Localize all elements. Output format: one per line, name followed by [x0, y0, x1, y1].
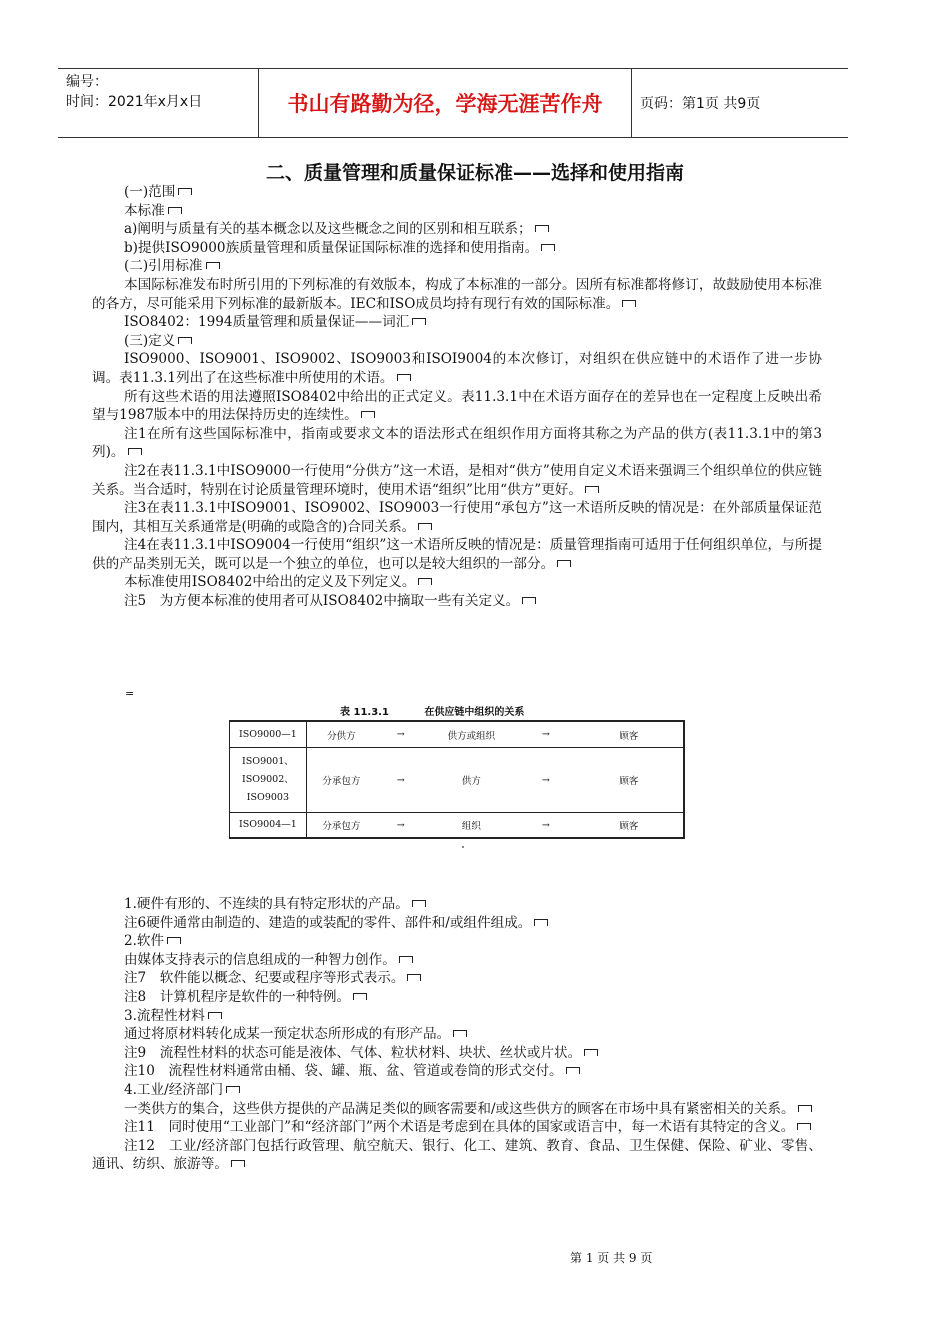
standard-line: ISO9004—1: [239, 819, 297, 830]
paragraph-mark-icon: [353, 993, 367, 1000]
role-cell: 分承包方: [306, 748, 376, 813]
document-title: 二、质量管理和质量保证标准——选择和使用指南: [265, 162, 684, 184]
paragraph-mark-icon: [557, 560, 571, 567]
standard-cell: [230, 748, 307, 813]
paragraph: [92, 183, 822, 202]
paragraph: [92, 932, 822, 951]
paragraph-mark-icon: [226, 1086, 240, 1093]
role-cell: 供方: [426, 748, 517, 813]
role-cell: 组织: [426, 813, 517, 839]
paragraph: [92, 332, 822, 351]
paragraph: [92, 573, 822, 592]
time-label: 时间：2021年x月x日: [66, 94, 203, 110]
paragraph: [92, 313, 822, 332]
paragraph-text: 注4在表11.3.1中ISO9004一行使用“组织”这一术语所反映的情况是：质量管理指南可适用于任何组织单位，与所提供的产品类别无关，既可以是一个独立的单位，也可以是较大组织的一部分。: [92, 537, 822, 572]
standard-line: ISO9003: [246, 792, 290, 803]
page-header: [58, 68, 848, 138]
scan-dot: [462, 846, 464, 848]
paragraph: [92, 462, 822, 499]
paragraph-mark-icon: [797, 1123, 811, 1130]
customer-cell: 顾客: [575, 721, 684, 748]
paragraph-mark-icon: [585, 486, 599, 493]
paragraph: [92, 988, 822, 1007]
role-cell: 分承包方: [306, 813, 376, 839]
paragraph-text: 注8 计算机程序是软件的一种特例。: [123, 988, 351, 1005]
paragraph-text: 通过将原材料转化成某一预定状态所形成的有形产品。: [123, 1026, 451, 1043]
standard-line: ISO9000—1: [239, 728, 297, 740]
paragraph-mark-icon: [208, 1012, 222, 1019]
paragraph: [92, 425, 822, 462]
arrow-icon: →: [376, 721, 426, 748]
paragraph-mark-icon: [534, 919, 548, 926]
paragraph: [92, 1062, 822, 1081]
paragraph-mark-icon: [566, 1067, 580, 1074]
paragraph: [92, 202, 822, 221]
paragraph-text: 注6硬件通常由制造的、建造的或装配的零件、部件和/或组件组成。: [123, 914, 532, 931]
paragraph-mark-icon: [584, 1049, 598, 1056]
paragraph: [92, 536, 822, 573]
paragraph-mark-icon: [418, 523, 432, 530]
paragraph-text: 注10 流程性材料通常由桶、袋、罐、瓶、盆、管道或卷筒的形式交付。: [123, 1063, 563, 1080]
paragraph: [92, 276, 822, 313]
paragraph: [92, 257, 822, 276]
paragraph-mark-icon: [407, 974, 421, 981]
paragraph-text: 2.软件: [123, 933, 165, 950]
arrow-icon: →: [517, 813, 575, 839]
paragraph: [92, 499, 822, 536]
standard-cell: [230, 813, 307, 839]
paragraph-mark-icon: [535, 225, 549, 232]
paragraph-mark-icon: [167, 937, 181, 944]
page-footer: 第 1 页 共 9 页: [570, 1251, 653, 1265]
paragraph-text: 3.流程性材料: [123, 1007, 205, 1024]
paragraph: [92, 895, 822, 914]
paragraph-mark-icon: [798, 1105, 812, 1112]
paragraph-text: 本标准使用ISO8402中给出的定义及下列定义。: [123, 574, 416, 591]
paragraph-mark-icon: [453, 1030, 467, 1037]
paragraph: [92, 1137, 822, 1174]
arrow-icon: →: [376, 813, 426, 839]
paragraph: [92, 1007, 822, 1026]
paragraph: [92, 969, 822, 988]
standard-line: ISO9002、: [242, 774, 294, 785]
paragraph: [92, 1025, 822, 1044]
standard-line: ISO9001、: [242, 756, 294, 767]
paragraph-text: a)阐明与质量有关的基本概念以及这些概念之间的区别和相互联系；: [123, 221, 532, 238]
paragraph-mark-icon: [397, 374, 411, 381]
paragraph-text: ISO8402：1994质量管理和质量保证——词汇: [123, 314, 410, 331]
paragraph-mark-icon: [128, 448, 142, 455]
paragraph-text: (一)范围: [123, 184, 176, 200]
paragraph-mark-icon: [412, 318, 426, 325]
supply-chain-table: [229, 720, 685, 839]
paragraph: [92, 239, 822, 258]
paragraph-mark-icon: [418, 578, 432, 585]
paragraph-text: 注5 为方便本标准的使用者可从ISO8402中摘取一些有关定义。: [123, 593, 520, 610]
paragraph-text: 注3在表11.3.1中ISO9001、ISO9002、ISO9003一行使用“承包方”这一术语所反映的情况是：在外部质量保证范围内，其相互关系通常是(明确的或隐含的)合同关系。: [92, 500, 822, 535]
role-cell: 供方或组织: [426, 721, 517, 748]
customer-cell: 顾客: [575, 748, 684, 813]
header-meta: [58, 69, 258, 137]
paragraph-mark-icon: [168, 207, 182, 214]
paragraph-text: 1.硬件有形的、不连续的具有特定形状的产品。: [123, 896, 409, 912]
paragraph-text: 本国际标准发布时所引用的下列标准的有效版本，构成了本标准的一部分。因所有标准都将修订，故鼓励使用本标准的各方，尽可能采用下列标准的最新版本。IEC和ISO成员均持有现行有效的国际标准。: [92, 276, 822, 312]
paragraph-text: 注7 软件能以概念、纪要或程序等形式表示。: [123, 970, 405, 987]
header-page-info: 页码：第1页 共9页: [640, 96, 761, 112]
arrow-icon: →: [517, 748, 575, 813]
paragraph-text: 注2在表11.3.1中ISO9000一行使用“分供方”这一术语，是相对“供方”使用自定义术语来强调三个组织单位的供应链关系。当合适时，特别在讨论质量管理环境时，使用术语“组织”比用“供方”更好。: [92, 462, 822, 498]
paragraph-text: 由媒体支持表示的信息组成的一种智力创作。: [123, 951, 396, 968]
paragraph-mark-icon: [541, 244, 555, 251]
paragraph-text: ISO9000、ISO9001、ISO9002、ISO9003和ISOI9004的本次修订，对组织在供应链中的术语作了进一步协调。表11.3.1列出了在这些标准中所使用的术语。: [92, 351, 822, 386]
table-caption: [340, 703, 524, 718]
paragraph: [92, 350, 822, 387]
paragraph-mark-icon: [178, 337, 192, 344]
paragraph: [92, 914, 822, 933]
paragraph-mark-icon: [178, 188, 192, 195]
arrow-icon: →: [376, 748, 426, 813]
number-label: 编号：: [66, 74, 108, 90]
customer-cell: 顾客: [575, 813, 684, 839]
table-caption-text: 在供应链中组织的关系: [424, 707, 525, 718]
paragraph: [92, 951, 822, 970]
paragraph-text: (三)定义: [123, 332, 176, 349]
paragraph-mark-icon: [399, 956, 413, 963]
paragraph-text: 一类供方的集合，这些供方提供的产品满足类似的顾客需要和/或这些供方的顾客在市场中具有紧密相关的关系。: [123, 1100, 795, 1117]
body-text-top: [92, 183, 822, 611]
paragraph: [92, 592, 822, 611]
paragraph-mark-icon: [361, 411, 375, 418]
table-row: [230, 748, 685, 813]
paragraph-mark-icon: [522, 597, 536, 604]
paragraph-text: 注12 工业/经济部门包括行政管理、航空航天、银行、化工、建筑、教育、食品、卫生保健、保险、矿业、零售、通讯、纺织、旅游等。: [92, 1137, 822, 1173]
paragraph-text: 注1在所有这些国际标准中，指南或要求文本的语法形式在组织作用方面将其称之为产品的供方(表11.3.1中的第3列)。: [92, 425, 822, 461]
table-row: [230, 813, 685, 839]
body-text-bottom: [92, 895, 822, 1174]
small-mark: =: [125, 687, 135, 700]
paragraph-text: 注9 流程性材料的状态可能是液体、气体、粒状材料、块状、丝状或片状。: [123, 1044, 582, 1061]
paragraph: [92, 1044, 822, 1063]
paragraph-mark-icon: [622, 300, 636, 307]
paragraph-mark-icon: [231, 1160, 245, 1167]
paragraph: [92, 220, 822, 239]
paragraph-mark-icon: [206, 262, 220, 269]
role-cell: 分供方: [306, 721, 376, 748]
paragraph: [92, 1118, 822, 1137]
paragraph: [92, 1100, 822, 1119]
paragraph: [92, 388, 822, 425]
paragraph-text: b)提供ISO9000族质量管理和质量保证国际标准的选择和使用指南。: [123, 239, 539, 256]
paragraph-text: 4.工业/经济部门: [123, 1081, 224, 1098]
paragraph-text: (二)引用标准: [123, 258, 203, 275]
paragraph-text: 注11 同时使用“工业部门”和“经济部门”两个术语是考虑到在具体的国家或语言中，每一术语有其特定的含义。: [123, 1119, 795, 1136]
paragraph-mark-icon: [412, 900, 426, 907]
table-number: 表 11.3.1: [340, 707, 389, 718]
paragraph-text: 本标准: [123, 202, 165, 219]
paragraph: [92, 1081, 822, 1100]
standard-cell: [230, 721, 307, 748]
paragraph-text: 所有这些术语的用法遵照ISO8402中给出的正式定义。表11.3.1中在术语方面存在的差异也在一定程度上反映出希望与1987版本中的用法保持历史的连续性。: [92, 388, 822, 424]
arrow-icon: →: [517, 721, 575, 748]
table-row: [230, 721, 685, 748]
header-motto: 书山有路勤为径，学海无涯苦作舟: [258, 69, 632, 137]
